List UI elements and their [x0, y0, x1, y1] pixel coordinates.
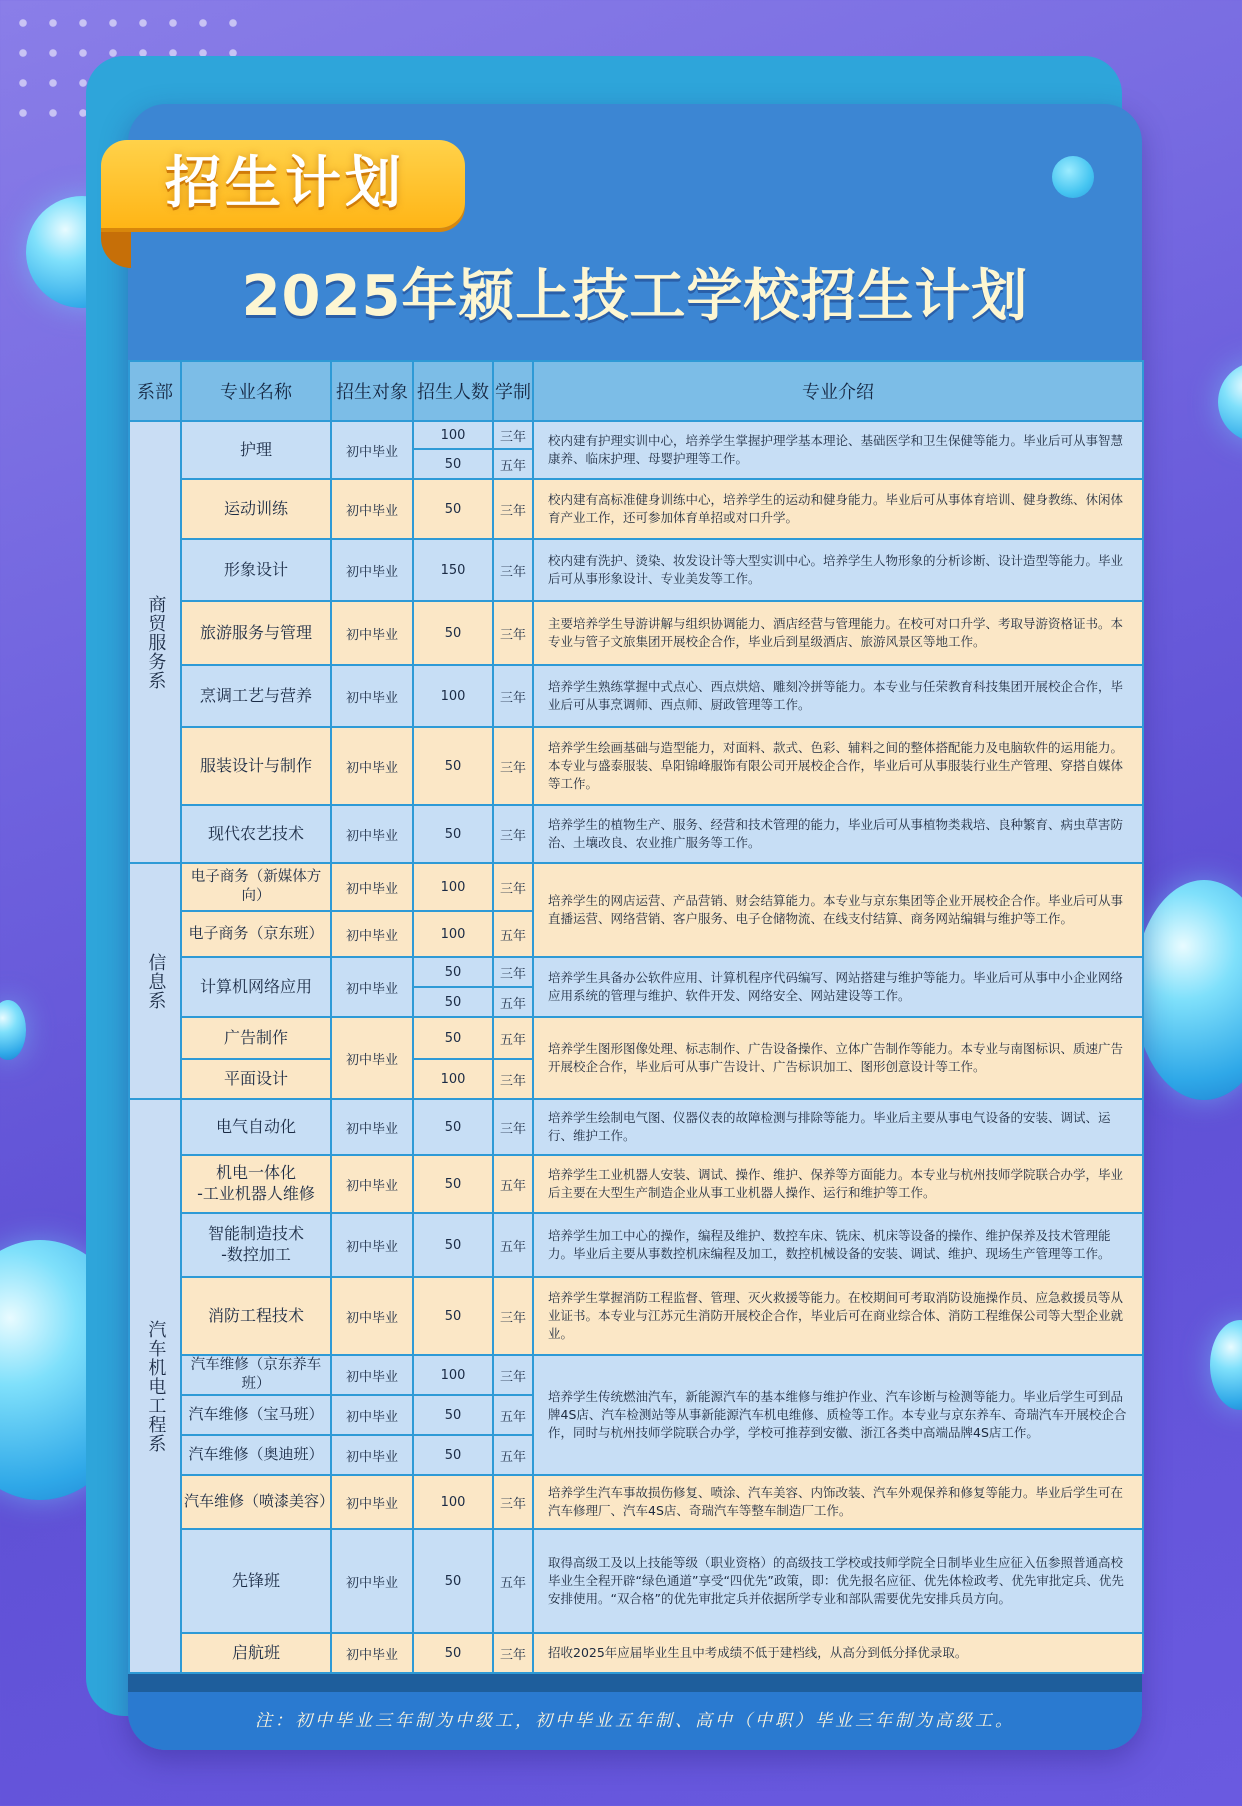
dept-cell: 汽车机电工程系 [129, 1099, 181, 1673]
intro-cell: 培养学生加工中心的操作，编程及维护、数控车床、铣床、机床等设备的操作、维护保养及技术管理能力。毕业后主要从事数控机床编程及加工，数控机械设备的安装、调试、维护、现场生产管理等工作。 [533, 1213, 1143, 1277]
intro-cell: 校内建有洗护、烫染、妆发设计等大型实训中心。培养学生人物形象的分析诊断、设计造型等能力。毕业后可从事形象设计、专业美发等工作。 [533, 539, 1143, 601]
major-name: 形象设计 [181, 539, 331, 601]
years-cell: 三年 [493, 1059, 533, 1099]
major-name: 汽车维修（喷漆美容） [181, 1475, 331, 1529]
target-cell: 初中毕业 [331, 1213, 413, 1277]
target-cell: 初中毕业 [331, 727, 413, 805]
table-row [129, 805, 1143, 863]
table-row [129, 1277, 1143, 1355]
target-cell: 初中毕业 [331, 957, 413, 1017]
table-row [129, 1213, 1143, 1277]
years-cell: 五年 [493, 1435, 533, 1475]
count-cell: 50 [413, 957, 493, 987]
count-cell: 50 [413, 1213, 493, 1277]
count-cell: 50 [413, 727, 493, 805]
major-name: 汽车维修（奥迪班） [181, 1435, 331, 1475]
target-cell: 初中毕业 [331, 1633, 413, 1673]
intro-cell: 培养学生传统燃油汽车，新能源汽车的基本维修与维护作业、汽车诊断与检测等能力。毕业后学生可到品牌4S店、汽车检测站等从事新能源汽车机电维修、质检等工作。本专业与京东养车、奇瑞汽车开展校企合作，同时与杭州技师学院联合办学，学校可推荐到安徽、浙江各类中高端品牌4S店工作。 [533, 1355, 1143, 1475]
major-name: 旅游服务与管理 [181, 601, 331, 665]
major-name: 汽车维修（宝马班） [181, 1395, 331, 1435]
target-cell: 初中毕业 [331, 1355, 413, 1395]
header-count: 招生人数 [413, 361, 493, 421]
table-row [129, 665, 1143, 727]
years-cell: 三年 [493, 1633, 533, 1673]
target-cell: 初中毕业 [331, 539, 413, 601]
target-cell: 初中毕业 [331, 1017, 413, 1099]
dept-cell: 商贸服务系 [129, 421, 181, 863]
intro-cell: 主要培养学生导游讲解与组织协调能力、酒店经营与管理能力。在校可对口升学、考取导游资格证书。本专业与管子文旅集团开展校企合作，毕业后到星级酒店、旅游风景区等地工作。 [533, 601, 1143, 665]
intro-cell: 培养学生绘画基础与造型能力，对面料、款式、色彩、辅料之间的整体搭配能力及电脑软件的运用能力。本专业与盛泰服装、阜阳锦峰服饰有限公司开展校企合作，毕业后可从事服装行业生产管理、穿搭自媒体等工作。 [533, 727, 1143, 805]
intro-cell: 培养学生图形图像处理、标志制作、广告设备操作、立体广告制作等能力。本专业与南图标识、质速广告开展校企合作，毕业后可从事广告设计、广告标识加工、图形创意设计等工作。 [533, 1017, 1143, 1099]
years-cell: 五年 [493, 911, 533, 957]
years-cell: 五年 [493, 1213, 533, 1277]
count-cell: 50 [413, 1529, 493, 1633]
major-name: 烹调工艺与营养 [181, 665, 331, 727]
enrollment-table [128, 360, 1142, 1692]
count-cell: 50 [413, 601, 493, 665]
badge-title: 招生计划 [165, 151, 405, 216]
intro-cell: 培养学生工业机器人安装、调试、操作、维护、保养等方面能力。本专业与杭州技师学院联合办学，毕业后主要在大型生产制造企业从事工业机器人操作、运行和维护等工作。 [533, 1155, 1143, 1213]
major-name: 电子商务（京东班） [181, 911, 331, 957]
major-name: 消防工程技术 [181, 1277, 331, 1355]
target-cell: 初中毕业 [331, 421, 413, 479]
table-header-row [129, 361, 1143, 421]
years-cell: 五年 [493, 1395, 533, 1435]
years-cell: 三年 [493, 957, 533, 987]
count-cell: 100 [413, 1475, 493, 1529]
count-cell: 50 [413, 479, 493, 539]
major-name: 汽车维修（京东养车班） [181, 1355, 331, 1395]
years-cell: 三年 [493, 805, 533, 863]
intro-cell: 招收2025年应届毕业生且中考成绩不低于建档线，从高分到低分择优录取。 [533, 1633, 1143, 1673]
intro-cell: 校内建有护理实训中心，培养学生掌握护理学基本理论、基础医学和卫生保健等能力。毕业后可从事智慧康养、临床护理、母婴护理等工作。 [533, 421, 1143, 479]
years-cell: 三年 [493, 1355, 533, 1395]
years-cell: 五年 [493, 987, 533, 1017]
years-cell: 三年 [493, 665, 533, 727]
header-intro: 专业介绍 [533, 361, 1143, 421]
major-name: 护理 [181, 421, 331, 479]
table-row [129, 863, 1143, 911]
header-target: 招生对象 [331, 361, 413, 421]
major-name: 智能制造技术 -数控加工 [181, 1213, 331, 1277]
decor-dot [1052, 156, 1094, 198]
table-row [129, 1155, 1143, 1213]
table-row [129, 421, 1143, 449]
intro-cell: 培养学生熟练掌握中式点心、西点烘焙、雕刻冷拼等能力。本专业与任荣教育科技集团开展校企合作，毕业后可从事烹调师、西点师、厨政管理等工作。 [533, 665, 1143, 727]
count-cell: 100 [413, 911, 493, 957]
target-cell: 初中毕业 [331, 1475, 413, 1529]
page-title: 2025年颍上技工学校招生计划 [241, 264, 1029, 329]
intro-cell: 培养学生绘制电气图、仪器仪表的故障检测与排除等能力。毕业后主要从事电气设备的安装、调试、运行、维护工作。 [533, 1099, 1143, 1155]
table-row [129, 957, 1143, 987]
header-major: 专业名称 [181, 361, 331, 421]
major-name: 平面设计 [181, 1059, 331, 1099]
dept-cell: 信息系 [129, 863, 181, 1099]
count-cell: 50 [413, 987, 493, 1017]
header-dept: 系部 [129, 361, 181, 421]
years-cell: 三年 [493, 479, 533, 539]
years-cell: 五年 [493, 1529, 533, 1633]
intro-cell: 培养学生的植物生产、服务、经营和技术管理的能力，毕业后可从事植物类栽培、良种繁育、病虫草害防治、土壤改良、农业推广服务等工作。 [533, 805, 1143, 863]
table-row [129, 1475, 1143, 1529]
count-cell: 100 [413, 863, 493, 911]
table-row [129, 1529, 1143, 1633]
intro-cell: 培养学生汽车事故损伤修复、喷涂、汽车美容、内饰改装、汽车外观保养和修复等能力。毕业后学生可在汽车修理厂、汽车4S店、奇瑞汽车等整车制造厂工作。 [533, 1475, 1143, 1529]
major-name: 广告制作 [181, 1017, 331, 1059]
decor-bubble [1218, 362, 1242, 442]
count-cell: 50 [413, 805, 493, 863]
years-cell: 五年 [493, 1017, 533, 1059]
target-cell: 初中毕业 [331, 601, 413, 665]
target-cell: 初中毕业 [331, 863, 413, 911]
count-cell: 100 [413, 421, 493, 449]
table-row [129, 1099, 1143, 1155]
major-name: 电气自动化 [181, 1099, 331, 1155]
target-cell: 初中毕业 [331, 1099, 413, 1155]
table-row [129, 1633, 1143, 1673]
target-cell: 初中毕业 [331, 1155, 413, 1213]
table-row [129, 479, 1143, 539]
major-name: 服装设计与制作 [181, 727, 331, 805]
years-cell: 三年 [493, 1475, 533, 1529]
table-row [129, 601, 1143, 665]
major-name: 计算机网络应用 [181, 957, 331, 1017]
count-cell: 50 [413, 1277, 493, 1355]
intro-cell: 培养学生掌握消防工程监督、管理、灭火救援等能力。在校期间可考取消防设施操作员、应急救援员等从业证书。本专业与江苏元生消防开展校企合作，毕业后可在商业综合体、消防工程维保公司等大型企业就业。 [533, 1277, 1143, 1355]
years-cell: 三年 [493, 1277, 533, 1355]
intro-cell: 培养学生具备办公软件应用、计算机程序代码编写、网站搭建与维护等能力。毕业后可从事中小企业网络应用系统的管理与维护、软件开发、网络安全、网站建设等工作。 [533, 957, 1143, 1017]
count-cell: 50 [413, 1017, 493, 1059]
major-name: 机电一体化 -工业机器人维修 [181, 1155, 331, 1213]
intro-cell: 校内建有高标准健身训练中心，培养学生的运动和健身能力。毕业后可从事体育培训、健身教练、休闲体育产业工作，还可参加体育单招或对口升学。 [533, 479, 1143, 539]
count-cell: 50 [413, 1435, 493, 1475]
years-cell: 三年 [493, 1099, 533, 1155]
target-cell: 初中毕业 [331, 805, 413, 863]
decor-bubble [1134, 880, 1242, 1100]
intro-cell: 培养学生的网店运营、产品营销、财会结算能力。本专业与京东集团等企业开展校企合作。毕业后可从事直播运营、网络营销、客户服务、电子仓储物流、在线支付结算、商务网站编辑与维护等工作。 [533, 863, 1143, 957]
count-cell: 50 [413, 1633, 493, 1673]
major-name: 现代农艺技术 [181, 805, 331, 863]
count-cell: 100 [413, 1355, 493, 1395]
count-cell: 100 [413, 665, 493, 727]
years-cell: 三年 [493, 421, 533, 449]
footer-note: 注：初中毕业三年制为中级工，初中毕业五年制、高中（中职）毕业三年制为高级工。 [128, 1692, 1142, 1750]
count-cell: 50 [413, 1099, 493, 1155]
count-cell: 50 [413, 1395, 493, 1435]
target-cell: 初中毕业 [331, 1529, 413, 1633]
major-name: 电子商务（新媒体方向） [181, 863, 331, 911]
table-row [129, 1017, 1143, 1059]
years-cell: 三年 [493, 727, 533, 805]
years-cell: 五年 [493, 1155, 533, 1213]
target-cell: 初中毕业 [331, 1277, 413, 1355]
decor-bubble [0, 1000, 26, 1060]
target-cell: 初中毕业 [331, 1395, 413, 1435]
years-cell: 五年 [493, 449, 533, 479]
major-name: 运动训练 [181, 479, 331, 539]
target-cell: 初中毕业 [331, 1435, 413, 1475]
years-cell: 三年 [493, 863, 533, 911]
table-row [129, 727, 1143, 805]
target-cell: 初中毕业 [331, 911, 413, 957]
major-name: 先锋班 [181, 1529, 331, 1633]
count-cell: 100 [413, 1059, 493, 1099]
target-cell: 初中毕业 [331, 665, 413, 727]
count-cell: 150 [413, 539, 493, 601]
decor-bubble [1210, 1320, 1242, 1410]
years-cell: 三年 [493, 539, 533, 601]
header-years: 学制 [493, 361, 533, 421]
target-cell: 初中毕业 [331, 479, 413, 539]
table-row [129, 539, 1143, 601]
intro-cell: 取得高级工及以上技能等级（职业资格）的高级技工学校或技师学院全日制毕业生应征入伍参照普通高校毕业生全程开辟“绿色通道”享受“四优先”政策，即：优先报名应征、优先体检政考、优先审批定兵、优先安排使用。“双合格”的优先审批定兵并依据所学专业和部队需要优先安排兵员方向。 [533, 1529, 1143, 1633]
major-name: 启航班 [181, 1633, 331, 1673]
table-row [129, 1355, 1143, 1395]
count-cell: 50 [413, 449, 493, 479]
years-cell: 三年 [493, 601, 533, 665]
count-cell: 50 [413, 1155, 493, 1213]
